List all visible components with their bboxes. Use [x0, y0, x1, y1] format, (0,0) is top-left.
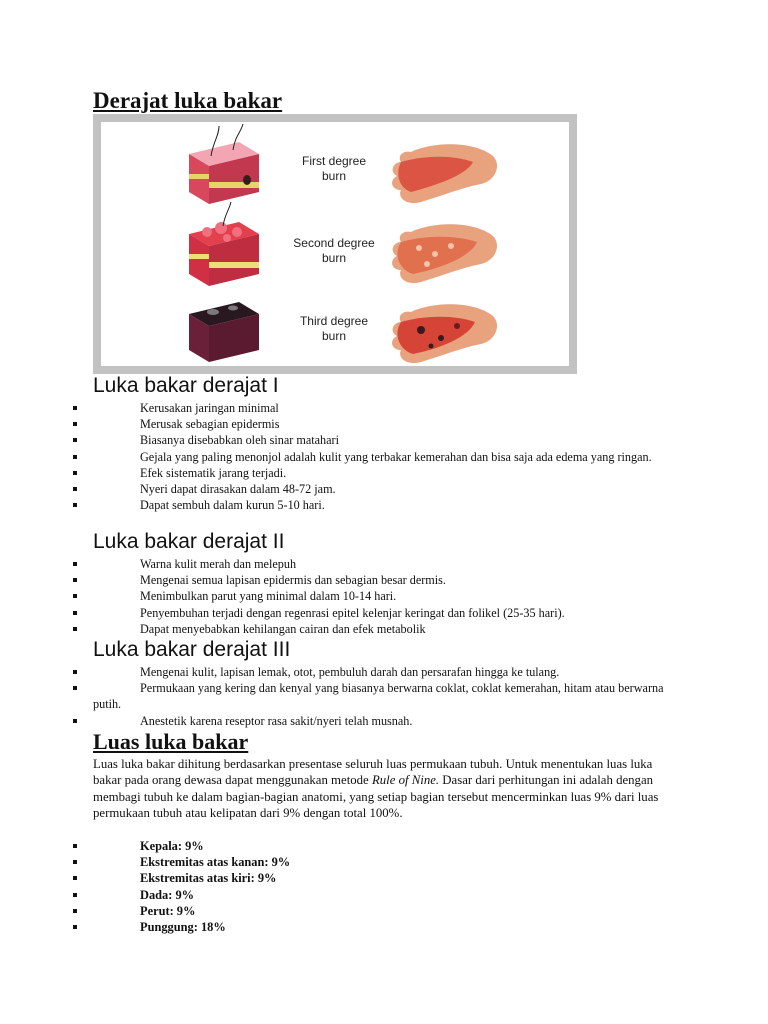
list-item: Gejala yang paling menonjol adalah kulit yang terbakar kemerahan dan bisa saja ada edema yang ringan.: [0, 449, 768, 465]
first-degree-label: First degree burn: [301, 154, 367, 183]
bullet-icon: [73, 455, 77, 459]
section-heading-extent: Luas luka bakar: [93, 729, 249, 754]
bullet-icon: [73, 627, 77, 631]
section-heading-degree-3: Luka bakar derajat III: [93, 638, 291, 661]
list-item: Mengenai semua lapisan epidermis dan sebagian besar dermis.: [0, 572, 768, 588]
bullet-icon: [73, 611, 77, 615]
list-item: Permukaan yang kering dan kenyal yang biasanya berwarna coklat, coklat kemerahan, hitam atau berwarna putih.: [0, 680, 768, 712]
first-degree-hand: [392, 144, 497, 203]
bullet-icon: [73, 860, 77, 864]
list-item: Nyeri dapat dirasakan dalam 48-72 jam.: [0, 481, 768, 497]
list-item: Punggung: 18%: [0, 919, 768, 935]
third-degree-hand: [392, 304, 497, 363]
list-item: Kepala: 9%: [0, 838, 768, 854]
bullet-icon: [73, 503, 77, 507]
bullet-icon: [73, 844, 77, 848]
third-degree-label: Third degree burn: [299, 314, 369, 343]
bullet-icon: [73, 438, 77, 442]
degree-1-list: [0, 400, 768, 513]
section-heading-degree-1: Luka bakar derajat I: [93, 374, 279, 397]
bullet-icon: [73, 686, 77, 690]
list-item: Merusak sebagian epidermis: [0, 416, 768, 432]
bullet-icon: [73, 909, 77, 913]
list-item: Biasanya disebabkan oleh sinar matahari: [0, 432, 768, 448]
bullet-icon: [73, 670, 77, 674]
bullet-icon: [73, 487, 77, 491]
second-degree-label: Second degree burn: [293, 236, 375, 265]
list-item: Dada: 9%: [0, 887, 768, 903]
list-item: Warna kulit merah dan melepuh: [0, 556, 768, 572]
bullet-icon: [73, 562, 77, 566]
list-item: Kerusakan jaringan minimal: [0, 400, 768, 416]
bullet-icon: [73, 422, 77, 426]
section-heading-degree-2: Luka bakar derajat II: [93, 530, 285, 553]
degree-2-list: [0, 556, 768, 637]
bullet-icon: [73, 471, 77, 475]
page-title: Derajat luka bakar: [93, 88, 283, 113]
list-item: Menimbulkan parut yang minimal dalam 10-14 hari.: [0, 588, 768, 604]
second-degree-skin-block: [189, 202, 259, 286]
list-item: Dapat menyebabkan kehilangan cairan dan efek metabolik: [0, 621, 768, 637]
bullet-icon: [73, 406, 77, 410]
bullet-icon: [73, 594, 77, 598]
rule-of-nine-paragraph: Luas luka bakar dihitung berdasarkan presentase seluruh luas permukaan tubuh. Untuk menentukan luas luka bakar pada orang dewasa dapat menggunakan metode Rule of Nine. Dasar dari perhitungan ini adalah dengan membagi tubuh ke dalam bagian-bagian anatomi, yang setiap bagian tersebut mencerminkan luas 9% dari luas permukaan tubuh atau kelipatan dari 9% dengan total 100%.: [93, 757, 659, 821]
rule-of-nine-list: [0, 838, 768, 935]
bullet-icon: [73, 578, 77, 582]
list-item: Efek sistematik jarang terjadi.: [0, 465, 768, 481]
list-item: Mengenai kulit, lapisan lemak, otot, pembuluh darah dan persarafan hingga ke tulang.: [0, 664, 768, 680]
bullet-icon: [73, 893, 77, 897]
list-item: Ekstremitas atas kiri: 9%: [0, 870, 768, 886]
third-degree-skin-block: [189, 302, 259, 362]
first-degree-skin-block: [189, 124, 259, 204]
degree-3-list: [0, 664, 768, 729]
list-item: Ekstremitas atas kanan: 9%: [0, 854, 768, 870]
list-item: Penyembuhan terjadi dengan regenrasi epitel kelenjar keringat dan folikel (25-35 hari).: [0, 605, 768, 621]
bullet-icon: [73, 876, 77, 880]
bullet-icon: [73, 719, 77, 723]
list-item: Anestetik karena reseptor rasa sakit/nyeri telah musnah.: [0, 713, 768, 729]
list-item: Dapat sembuh dalam kurun 5-10 hari.: [0, 497, 768, 513]
bullet-icon: [73, 925, 77, 929]
list-item: Perut: 9%: [0, 903, 768, 919]
second-degree-hand: [392, 224, 497, 283]
burn-degree-figure: [93, 114, 577, 374]
